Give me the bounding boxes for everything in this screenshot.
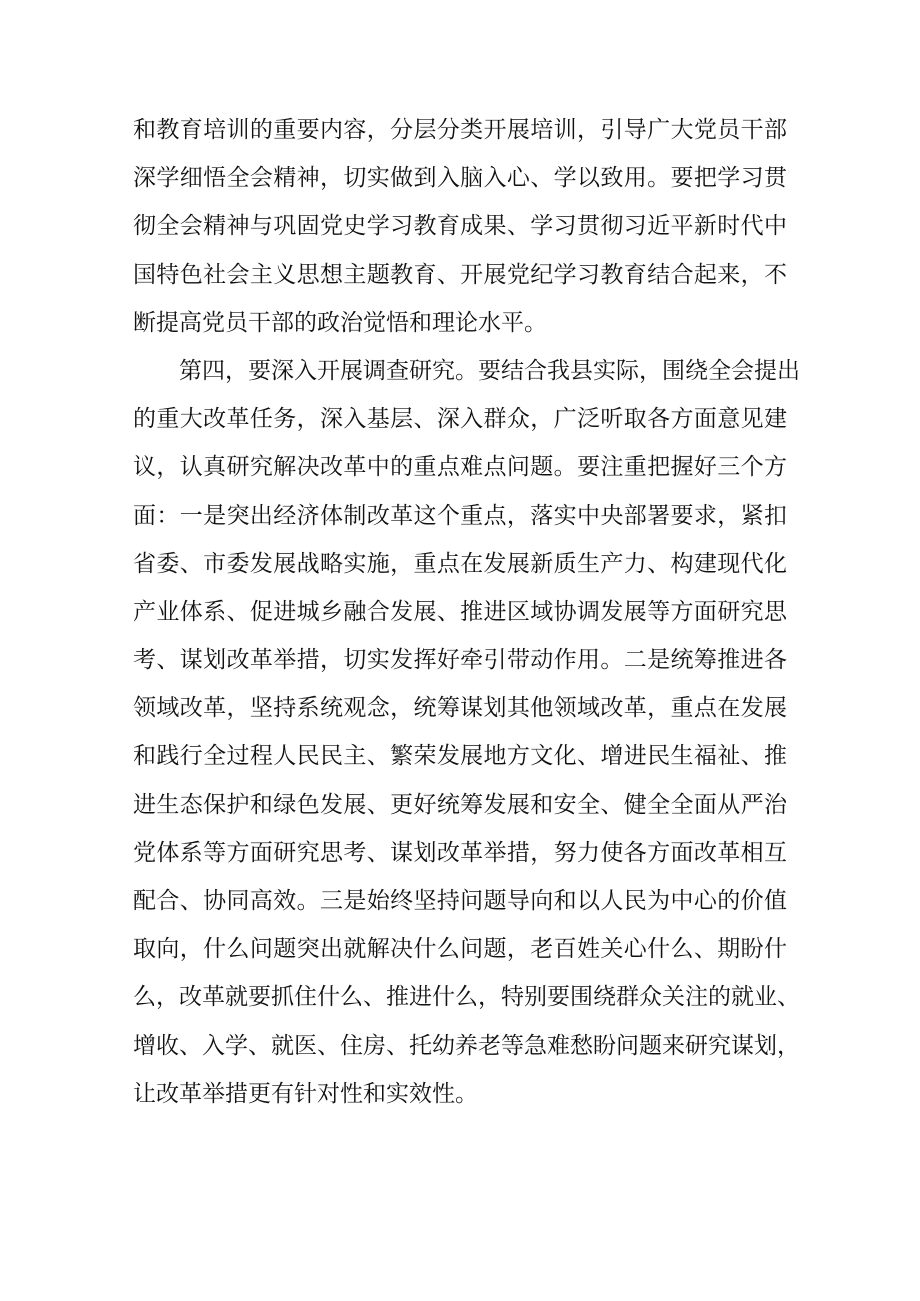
text-line: 和践行全过程人民民主、繁荣发展地方文化、增进民生福祉、推 (133, 743, 787, 770)
text-line: 彻全会精神与巩固党史学习教育成果、学习贯彻习近平新时代中 (133, 213, 787, 240)
text-line: 考、谋划改革举措，切实发挥好牵引带动作用。二是统筹推进各 (133, 647, 787, 674)
text-line: 党体系等方面研究思考、谋划改革举措，努力使各方面改革相互 (133, 839, 787, 866)
text-line: 产业体系、促进城乡融合发展、推进区域协调发展等方面研究思 (133, 598, 787, 625)
text-line: 议，认真研究解决改革中的重点难点问题。要注重把握好三个方 (133, 454, 787, 481)
text-line: 取向，什么问题突出就解决什么问题，老百姓关心什么、期盼什 (133, 936, 787, 963)
body-text (133, 106, 800, 1118)
text-line: 让改革举措更有针对性和实效性。 (133, 1080, 478, 1107)
text-line: 增收、入学、就医、住房、托幼养老等急难愁盼问题来研究谋划， (133, 1032, 800, 1059)
text-line: 和教育培训的重要内容，分层分类开展培训，引导广大党员干部 (133, 117, 787, 143)
text-line: 深学细悟全会精神，切实做到入脑入心、学以致用。要把学习贯 (133, 165, 787, 192)
text-line: 配合、协同高效。三是始终坚持问题导向和以人民为中心的价值 (133, 888, 787, 914)
text-line: 领域改革，坚持系统观念，统筹谋划其他领域改革，重点在发展 (133, 695, 787, 722)
text-line: 断提高党员干部的政治觉悟和理论水平。 (133, 309, 547, 336)
text-line: 国特色社会主义思想主题教育、开展党纪学习教育结合起来，不 (133, 261, 787, 288)
text-line: 第四，要深入开展调查研究。要结合我县实际，围绕全会提出 (179, 357, 800, 384)
text-line: 进生态保护和绿色发展、更好统筹发展和安全、健全全面从严治 (133, 791, 787, 818)
text-line: 么，改革就要抓住什么、推进什么，特别要围绕群众关注的就业、 (133, 984, 800, 1011)
text-line: 面：一是突出经济体制改革这个重点，落实中央部署要求，紧扣 (133, 502, 787, 529)
text-line: 省委、市委发展战略实施，重点在发展新质生产力、构建现代化 (133, 550, 787, 577)
text-line: 的重大改革任务，深入基层、深入群众，广泛听取各方面意见建 (133, 406, 787, 433)
